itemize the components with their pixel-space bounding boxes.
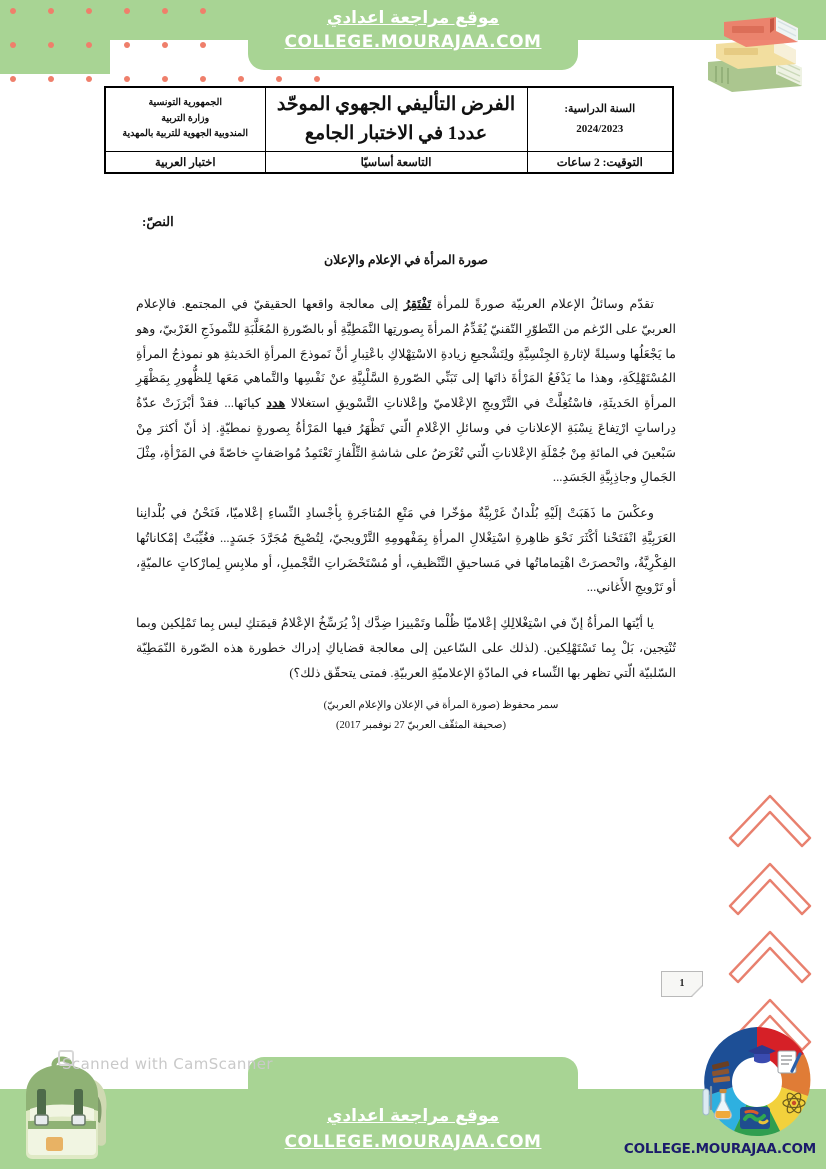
decorative-dot — [10, 76, 16, 82]
corner-brand-url: COLLEGE.MOURAJAA.COM — [623, 1141, 816, 1157]
decorative-dot — [276, 76, 282, 82]
decorative-dot — [124, 76, 130, 82]
decorative-dot — [124, 42, 130, 48]
decorative-dot — [200, 76, 206, 82]
page-corner-fold-icon — [692, 986, 703, 997]
cell-level: التاسعة أساسيّا — [265, 152, 527, 174]
section-label-text: النصّ: — [142, 214, 174, 229]
table-row-main — [105, 87, 673, 152]
chevron-up-icon-3 — [730, 932, 810, 982]
decorative-dot — [86, 76, 92, 82]
top-banner-url: COLLEGE.MOURAJAA.COM — [284, 32, 542, 53]
chevron-up-decorations — [720, 782, 824, 1062]
passage-paragraph-2: وعكْسَ ما ذَهَبَتْ إلَيْهِ بُلْدانٌ غَرْبِيَّةٌ مؤخّرا في مَنْعِ المُتاجَرةِ بِأجْسادِ النِّساءِ إعْلاميّا، فَنَحْنُ في بُلْدانِنا العَرَبِيَّةِ انْفَتَحْنا أكْثَرَ نَحْوَ ظاهِرةِ اسْتِغْلالِ المرأةِ بِمَفْهومِهِ التَّرْويجيّ، لِتُصْبِحَ مُجَرَّدَ جَسَدٍ... فغُيِّبَتْ إمْكاناتُها الفِكْرِيَّةُ، وانْحصرَتْ اهْتِماماتُها في مَساحيقِ التَّنْظيفِ، أو مُسْتَحْضَراتِ التَّجْميلِ، أو ملابِسِ لِمارْكاتٍ عالميّةٍ، أو تَرْويجِ الأَغاني... — [136, 506, 676, 595]
ministry-line-2: وزارة التربية — [161, 113, 210, 124]
para1-segment-b: إلى معالجة واقعها الحقيقيّ في المجتمع. فالإعلام العربيّ على الرّغم من التّطوّرِ التّقنيّ يُقَدِّمُ المرأةَ بِصورتِها النَّمَطِيَّةِ أو بالصّورةِ المُعَلَّبَةِ للنَّموذَجِ الغَرْبيّ، وهو ما يَجْعَلُها وسيلةً لإثارةِ الجِنْسِيَّةِ ولِتَشْجيعِ زيادةِ الاسْتِهْلاكِ باعْتِبارِ أنَّ نَموذجَ المرأةِ الحَديثةِ هو نموذجُ المرأةِ المُسْتَهْلِكَةِ، وهذا ما يَدْفَعُ المَرْأةَ ذاتَها إلى تَبَنِّي الصّورةِ السَّلْبِيَّةِ عنْ نَفْسِها والتَّماهي مَعَها لِلظُّهورِ بِمَظْهَرِ المرأةِ الحَديثَةِ، فاسْتُغِلَّتْ في التَّرْويجِ الإعْلاميّ وإعْلاناتِ التَّسْويقِ استغلالا — [136, 297, 676, 411]
bottom-banner-title-ar: موقع مراجعة اعدادي — [326, 1106, 500, 1127]
decorative-dot — [124, 8, 130, 14]
table-row-details — [105, 152, 673, 174]
decorative-dot — [162, 42, 168, 48]
decorative-dot — [86, 42, 92, 48]
exam-title-line1: الفرض التأليفي الجهوي الموحّد — [276, 94, 516, 115]
source-publication: (صحيفة المثقّف العربيّ 27 نوفمبر 2017) — [335, 720, 507, 732]
exam-header-table — [104, 86, 674, 174]
decorative-dot — [200, 42, 206, 48]
para1-emphasis-2: هدد — [266, 396, 286, 411]
passage-paragraph-3: يا أيّتها المرأةُ إنّ في اسْتِغْلالِكِ إعْلاميّا ظُلْما وتَمْييزا ضِدَّك إذْ يُرَسِّخُ الإعْلامُ قيمَتكِ ليس بِما تَمْلِكين وبما تُنْتِجين، بَلْ بِما تَسْتَهْلِكين. (لذلك على السّاعين إلى معالجة قضاياكِ إدراك خطورة هذه الصّورة النّمَطِيّة السّلبيّة الّتي تظهر بها النِّساء في المادّةِ الإعلاميّةِ العربيّةِ. فمتى يتحقّق ذلك؟) — [136, 616, 676, 680]
decorative-dot — [86, 8, 92, 14]
decorative-dot — [162, 8, 168, 14]
decorative-dot — [200, 8, 206, 14]
top-banner-title-ar: موقع مراجعة اعدادي — [326, 8, 500, 28]
decorative-dot — [48, 8, 54, 14]
cell-academic-year — [527, 87, 673, 152]
para1-segment-c: كيانَها... فقدْ أبْرَزَتْ عدّةُ دِراساتٍ ارْتِفاعَ نِسْبَةِ الإعلاناتِ في وسائلِ الإعْلامِ الّتي تَظْهَرُ فيها المَرْأةُ بِصورةٍ نمطيّةٍ. إذ أنّ أكثرَ مِنْ سَبْعينَ في المائةِ مِنْ جُمْلَةِ الإعْلاناتِ الّتي تُعْرَضُ على شاشةِ التِّلْفازِ تَعْتَمِدُ مُواصَفاتٍ خاصّةً في المَرْأةِ، مِثْلَ الجَمالِ وجاذِبِيَّةِ الجَسَدِ... — [136, 396, 676, 485]
source-author: سمر محفوظ (صورة المرأة في الإعلان والإعلام العربيّ) — [323, 700, 559, 712]
ministry-line-3: المندوبية الجهوية للتربية بالمهدية — [122, 129, 249, 140]
cell-ministry-info — [105, 87, 265, 152]
passage-title: صورة المرأة في الإعلام والإعلان — [324, 253, 488, 267]
decorative-dot — [238, 76, 244, 82]
camscanner-watermark: Scanned with CamScanner — [62, 1055, 273, 1073]
page-number-badge — [661, 971, 703, 997]
books-stack-icon — [702, 6, 820, 98]
decorative-dot — [48, 76, 54, 82]
exam-header-table-container — [106, 86, 674, 174]
para1-segment-a: تقدّم وسائلُ الإعلام العربيّة صورةً للمرأة — [431, 297, 654, 311]
passage-paragraph-1 — [136, 292, 676, 490]
exam-title-line2: عدد1 في الاختبار الجامع — [304, 122, 488, 144]
academic-year-label: السنة الدراسية: — [564, 102, 636, 115]
bottom-banner-url: COLLEGE.MOURAJAA.COM — [284, 1131, 542, 1152]
decorative-dot — [162, 76, 168, 82]
page-number-value: 1 — [679, 978, 685, 989]
decorative-dot — [48, 42, 54, 48]
bottom-banner-tab — [248, 1057, 578, 1089]
cell-subject: اختبار العربية — [105, 152, 265, 174]
decorative-dot — [10, 42, 16, 48]
academic-year-value: 2024/2023 — [576, 122, 624, 135]
chevron-up-icon-2 — [730, 864, 810, 914]
cell-duration: التوقيت: 2 ساعات — [527, 152, 673, 174]
chevron-up-icon-1 — [730, 796, 810, 846]
cell-exam-title — [265, 87, 527, 152]
ministry-line-1: الجمهورية التونسية — [148, 97, 223, 108]
decorative-dot — [10, 8, 16, 14]
decorative-dot — [314, 76, 320, 82]
document-body — [136, 214, 676, 735]
para1-emphasis-1: تَفْتَقِرُ — [403, 297, 432, 311]
